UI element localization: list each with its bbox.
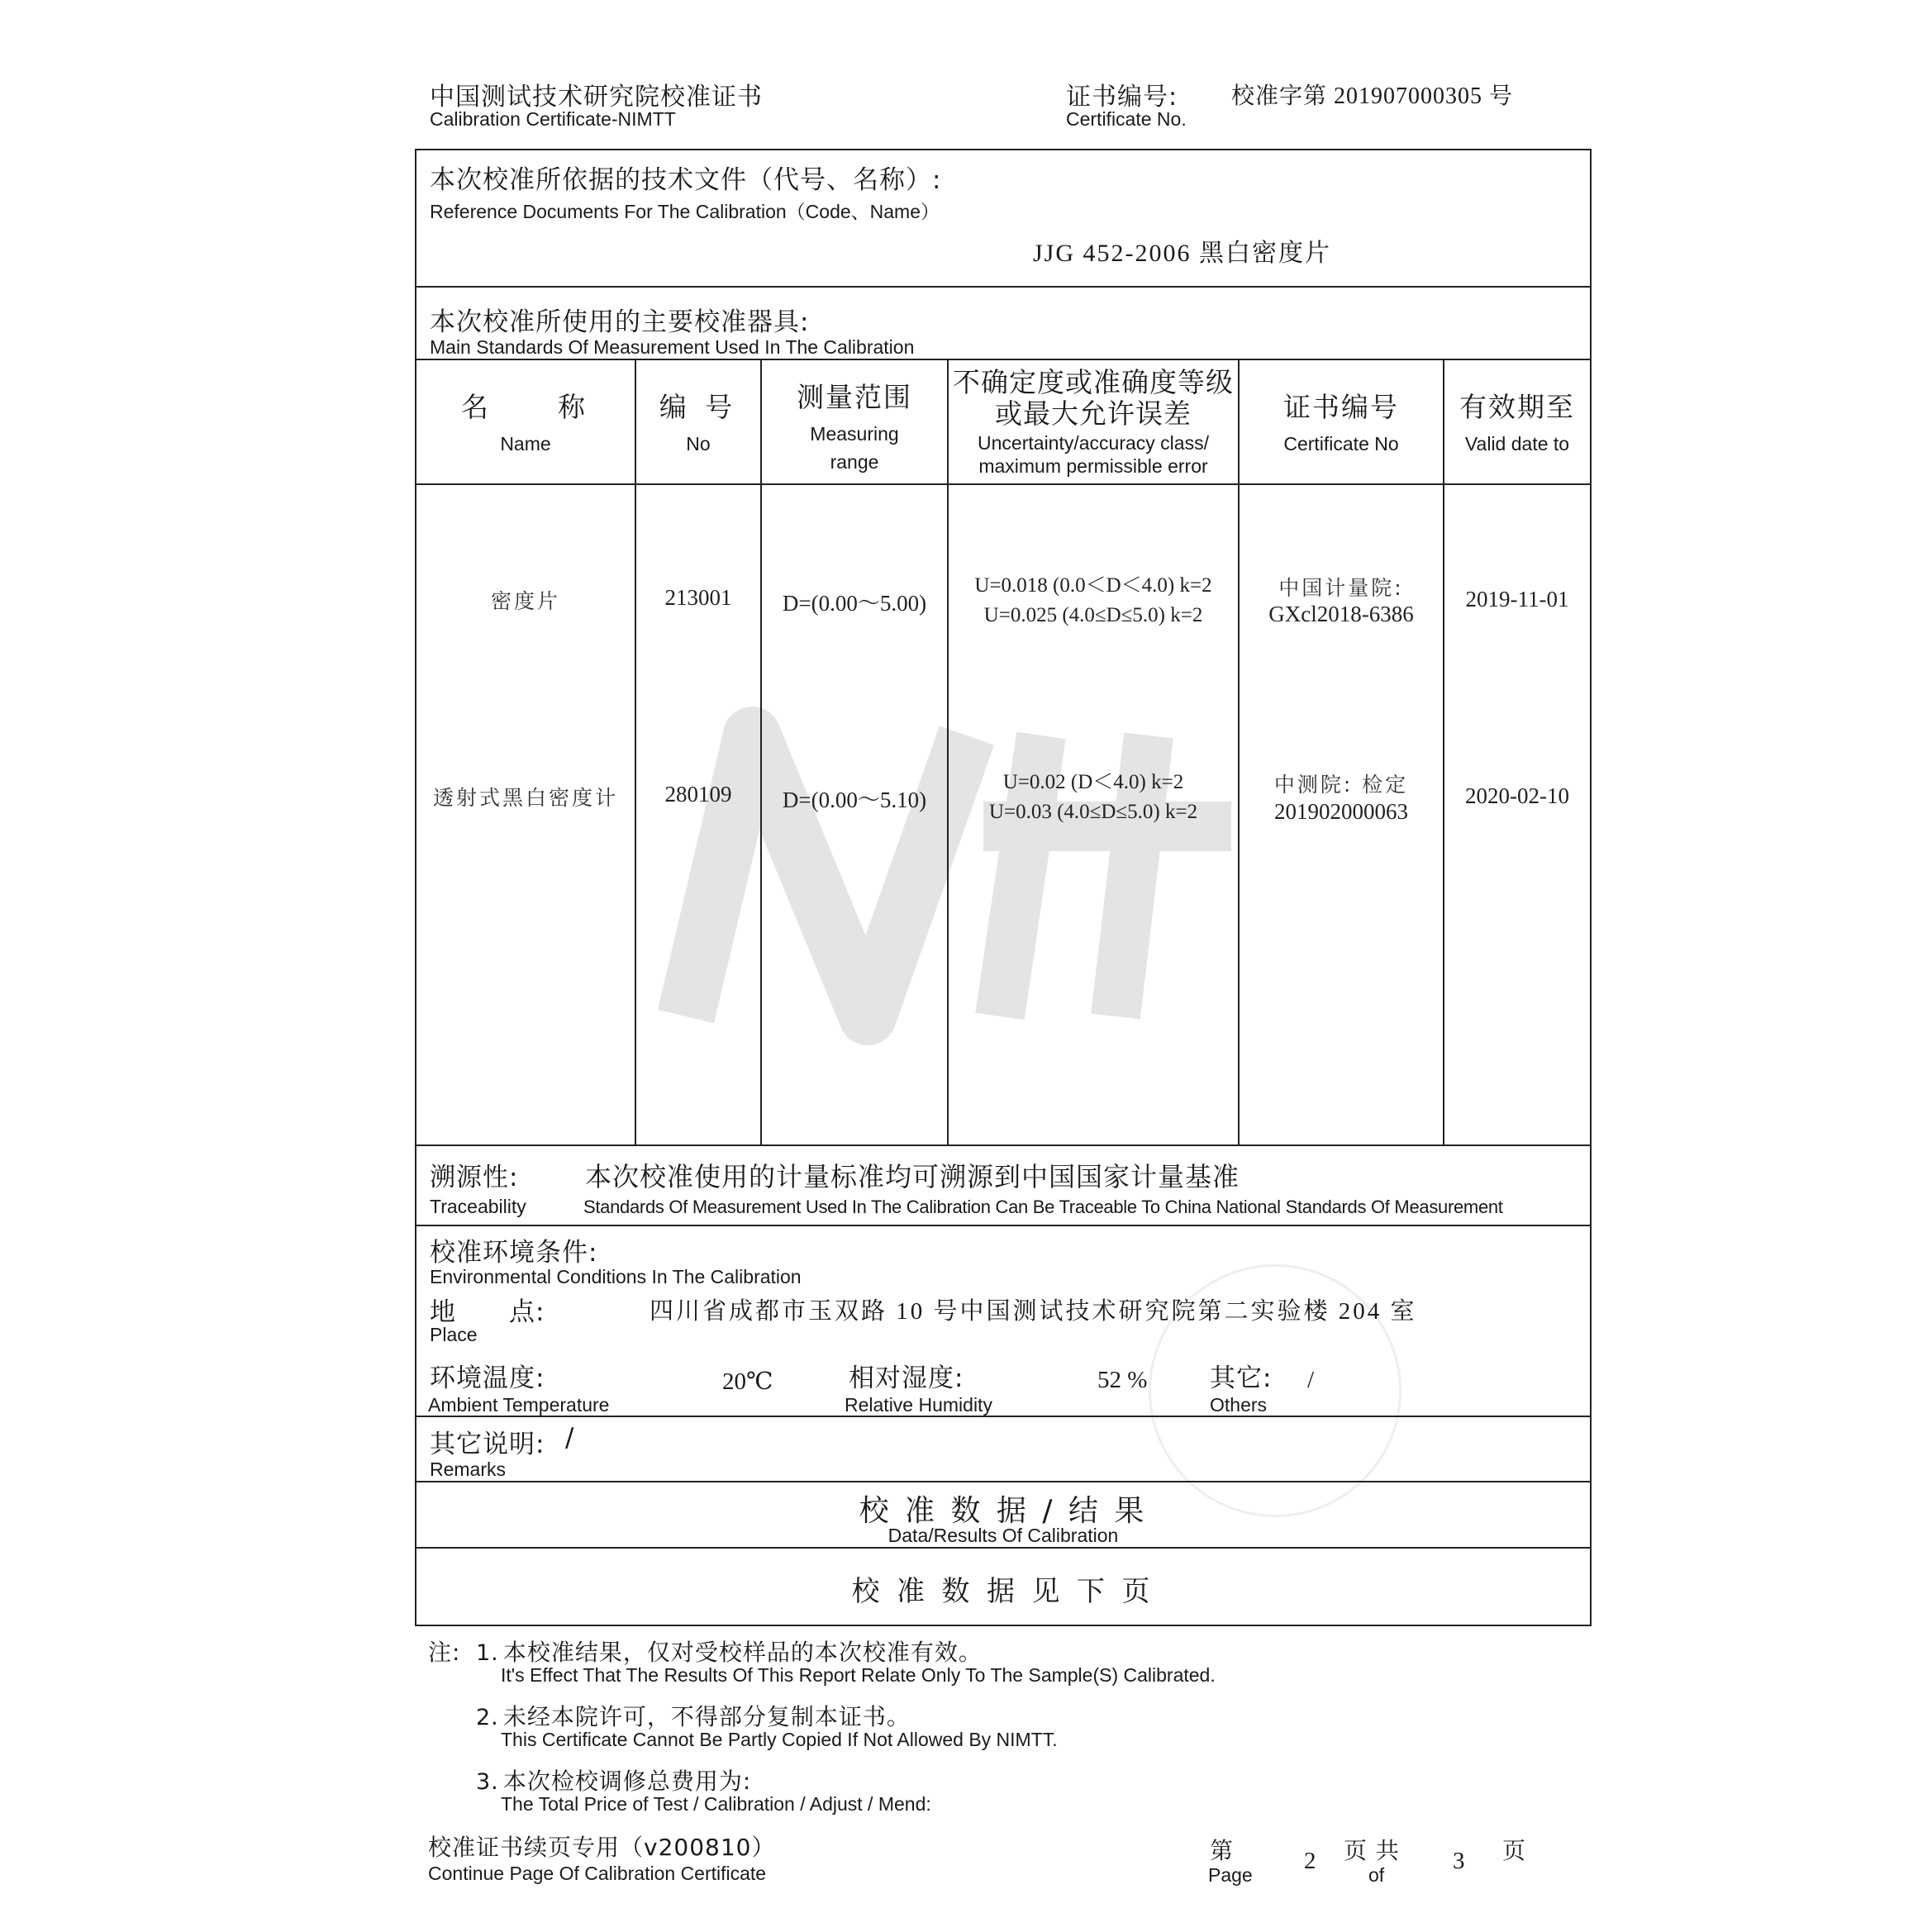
row-valid: 2020-02-10 (1465, 783, 1569, 808)
col-header-range: 测量范围 Measuring range (797, 381, 912, 473)
remarks-label: 其它说明: (430, 1430, 545, 1459)
remarks-value: / (565, 1423, 575, 1453)
page-label-en: Page (1208, 1864, 1253, 1886)
row-uncertainty-2: U=0.03 (4.0≤D≤5.0) k=2 (988, 801, 1198, 823)
note-text-en: The Total Price of Test / Calibration / Adjust / Mend: (501, 1793, 931, 1815)
col-header-uncertainty: 不确定度或准确度等级 或最大允许误差 Uncertainty/accuracy class/ maximum permissible error (953, 366, 1234, 477)
reference-docs-label-en: Reference Documents For The Calibration（Code、Name） (430, 201, 940, 222)
issuer-name-en: Calibration Certificate-NIMTT (430, 108, 676, 130)
note-text-en: This Certificate Cannot Be Partly Copied If Not Allowed By NIMTT. (501, 1729, 1058, 1750)
page-of-label: 页 共 (1344, 1837, 1400, 1864)
note-item (476, 1763, 751, 1796)
results-title: 校 准 数 据 / 结 果 (859, 1494, 1148, 1528)
note-text: 本校准结果，仅对受校样品的本次校准有效。 (502, 1639, 983, 1666)
row-uncertainty-2: U=0.025 (4.0≤D≤5.0) k=2 (983, 604, 1203, 626)
remarks-label-en: Remarks (430, 1459, 507, 1480)
traceability-statement-en: Standards Of Measurement Used In The Calibration Can Be Traceable To China National Standards Of Measurement (583, 1197, 1503, 1217)
others-value: / (1307, 1367, 1315, 1393)
note-item (476, 1635, 983, 1668)
temperature-label-en: Ambient Temperature (428, 1394, 610, 1416)
results-body: 校 准 数 据 见 下 页 (851, 1577, 1155, 1607)
nimtt-watermark-logo (653, 702, 1297, 1049)
temperature-value: 20℃ (722, 1368, 773, 1395)
reference-docs-value: JJG 452-2006 黑白密度片 (1033, 240, 1332, 267)
note-number: 2. (476, 1705, 499, 1730)
place-value: 四川省成都市玉双路 10 号中国测试技术研究院第二实验楼 204 室 (650, 1298, 1417, 1325)
note-text-en: It's Effect That The Results Of This Report Relate Only To The Sample(S) Calibrated. (501, 1664, 1216, 1686)
environment-label-en: Environmental Conditions In The Calibration (430, 1266, 802, 1287)
row-uncertainty-1: U=0.02 (D＜4.0) k=2 (1002, 771, 1184, 793)
environment-label: 校准环境条件: (430, 1238, 598, 1268)
standards-label: 本次校准所使用的主要校准器具: (430, 307, 810, 337)
note-item (476, 1699, 911, 1732)
row-uncertainty-1: U=0.018 (0.0＜D＜4.0) k=2 (974, 574, 1212, 597)
place-label-en: Place (430, 1324, 478, 1345)
row-certificate-2: 201902000063 (1274, 799, 1408, 824)
col-header-no: 编 号 No (659, 391, 738, 454)
row-no: 280109 (664, 782, 732, 807)
row-valid: 2019-11-01 (1465, 587, 1569, 611)
row-name: 透射式黑白密度计 (432, 786, 618, 810)
note-number: 3. (476, 1769, 499, 1795)
traceability-label: 溯源性: (430, 1163, 519, 1192)
page-number: 2 (1304, 1848, 1316, 1874)
page-label: 第 (1210, 1837, 1235, 1864)
results-title-en: Data/Results Of Calibration (887, 1525, 1119, 1546)
traceability-statement: 本次校准使用的计量标准均可溯源到中国国家计量基准 (585, 1161, 1240, 1192)
note-text: 本次检校调修总费用为: (502, 1768, 752, 1795)
form-version-en: Continue Page Of Calibration Certificate (428, 1863, 767, 1884)
others-label-en: Others (1210, 1394, 1268, 1416)
page-of-label-en: of (1368, 1864, 1385, 1886)
col-header-name: 名 称 Name (461, 391, 590, 454)
reference-docs-label: 本次校准所依据的技术文件（代号、名称）: (430, 165, 942, 195)
col-header-certificate: 证书编号 Certificate No (1283, 391, 1399, 454)
form-version: 校准证书续页专用（v200810） (428, 1834, 776, 1861)
certificate-no-label: 证书编号: (1066, 83, 1178, 112)
note-text: 未经本院许可，不得部分复制本证书。 (502, 1703, 911, 1730)
certificate-no-value: 校准字第 201907000305 号 (1231, 83, 1514, 109)
row-range: D=(0.00～5.10) (782, 788, 927, 812)
others-label: 其它: (1210, 1363, 1273, 1393)
standards-label-en: Main Standards Of Measurement Used In The Calibration (430, 336, 915, 358)
temperature-label: 环境温度: (430, 1363, 545, 1393)
row-certificate-2: GXcl2018-6386 (1268, 602, 1414, 626)
row-name: 密度片 (490, 589, 560, 613)
row-certificate-1: 中测院: 检定 (1273, 773, 1409, 797)
row-range: D=(0.00～5.00) (782, 591, 927, 616)
place-label: 地 点: (430, 1297, 545, 1327)
issuer-name: 中国测试技术研究院校准证书 (430, 83, 763, 112)
row-certificate-1: 中国计量院: (1278, 576, 1404, 600)
pages-suffix: 页 (1502, 1837, 1527, 1864)
note-number: 1. (476, 1640, 499, 1666)
page-total: 3 (1453, 1848, 1465, 1874)
row-no: 213001 (664, 585, 732, 610)
humidity-label-en: Relative Humidity (845, 1394, 992, 1416)
certificate-no-label-en: Certificate No. (1066, 108, 1187, 130)
humidity-label: 相对湿度: (849, 1363, 964, 1393)
notes-prefix: 注: (428, 1639, 461, 1666)
traceability-label-en: Traceability (430, 1196, 526, 1217)
humidity-value: 52 % (1097, 1367, 1148, 1393)
col-header-valid: 有效期至 Valid date to (1459, 391, 1575, 454)
